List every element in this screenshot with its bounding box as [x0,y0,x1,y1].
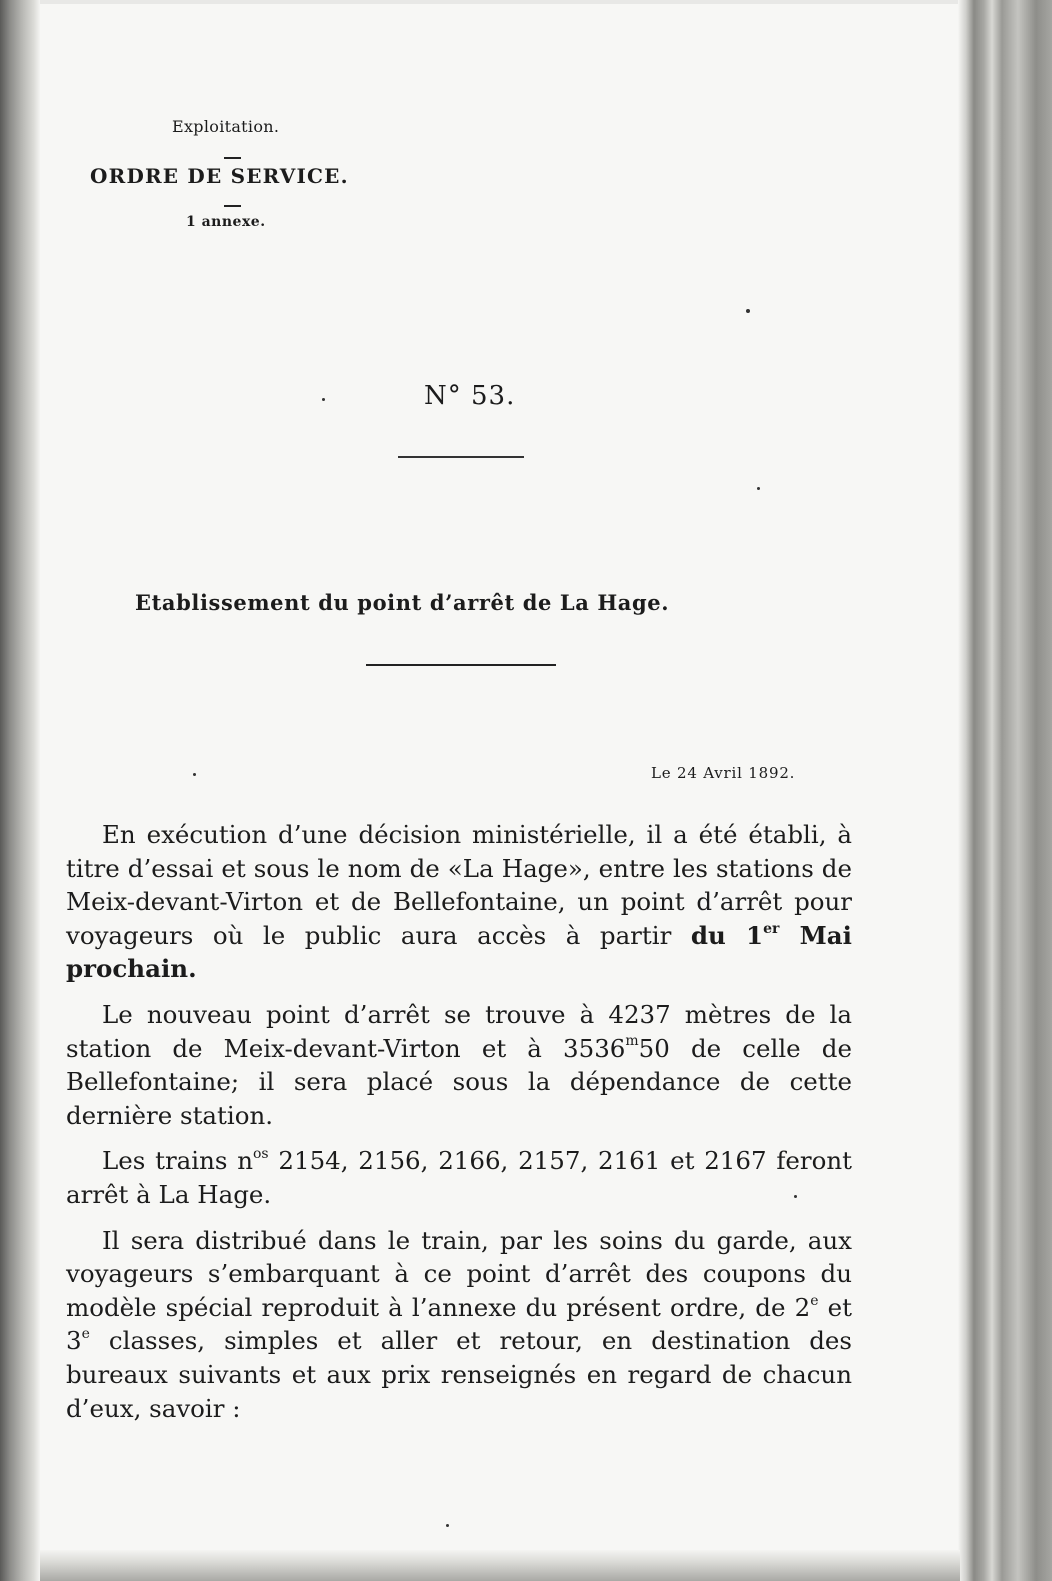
superscript: m [625,1033,639,1050]
bold-date-part: Mai prochain. [66,920,852,984]
horizontal-rule [398,456,524,458]
paragraph [66,818,852,986]
page-edge-bottom [40,1550,960,1581]
superscript: e [81,1326,90,1343]
body-text [66,818,852,1437]
annex-label: 1 annexe. [186,214,266,230]
scan-speck [193,773,196,776]
department-label: Exploitation. [172,117,280,136]
paragraph [66,1224,852,1426]
superscript: os [253,1146,269,1163]
order-title: ORDRE DE SERVICE. [90,164,349,188]
separator-dash [224,205,241,207]
superscript: e [810,1292,819,1309]
horizontal-rule [366,664,556,666]
page-stack-edge-right [958,0,1052,1581]
scan-speck [757,487,760,490]
separator-dash [224,157,241,159]
paragraph-text: 50 de celle de Bellefontaine; il sera placé sous la dépendance de cette dernière station. [66,1033,852,1130]
paragraph-text: En exécution d’une décision ministérielle, il a été établi, à titre d’essai et sous le nom de «La Hage», entre les stations de Meix-devant-Virton et de Bellefontaine, un point d’arrêt pour voyageurs où le public aura accès à partir [66,820,852,950]
paragraph-text: et 3 [66,1292,852,1356]
paragraph-text: Le nouveau point d’arrêt se trouve à 4237 mètres de la station de Meix-devant-Virton et à 3536 [66,999,852,1063]
subject-heading: Etablissement du point d’arrêt de La Hage. [135,590,670,615]
date-line: Le 24 Avril 1892. [651,764,796,782]
paragraph-text: Il sera distribué dans le train, par les soins du garde, aux voyageurs s’embarquant à ce point d’arrêt des coupons du modèle spécial reproduit à l’annexe du présent ordre, de 2 [66,1225,852,1322]
scan-speck [746,309,750,313]
scan-speck [794,1195,797,1198]
bold-date-part: du 1 [690,920,764,950]
order-number: N° 53. [424,381,516,411]
paragraph [66,998,852,1132]
binding-shadow-left [0,0,40,1581]
scan-speck [446,1524,449,1527]
paragraph-text: 2154, 2156, 2166, 2157, 2161 et 2167 feront arrêt à La Hage. [66,1146,852,1209]
scan-speck [322,398,325,401]
paragraph [66,1144,852,1211]
paragraph-text: classes, simples et aller et retour, en destination des bureaux suivants et aux prix renseignés en regard de chacun d’eux, savoir : [66,1326,852,1423]
superscript: er [763,920,780,937]
paragraph-text: Les trains n [102,1146,253,1176]
